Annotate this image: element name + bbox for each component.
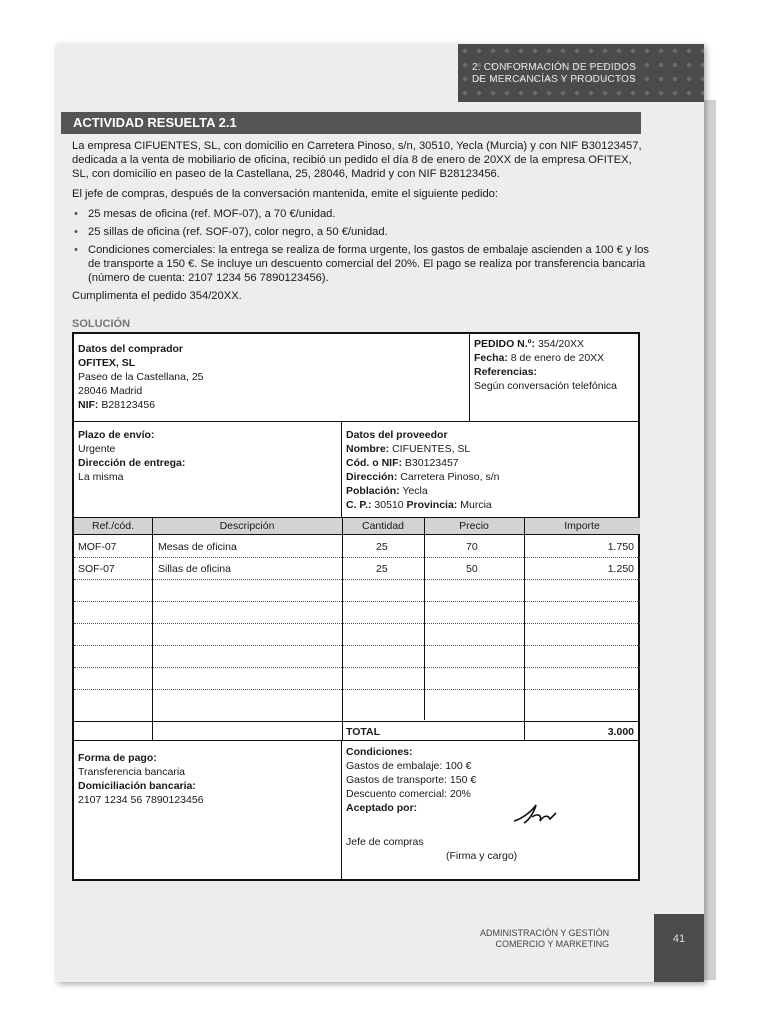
- table-row: [74, 601, 640, 624]
- statement-paragraph: El jefe de compras, después de la conversación mantenida, emite el siguiente pedido:: [72, 188, 499, 200]
- activity-statement: [72, 139, 650, 309]
- signer-role: Jefe de compras: [346, 836, 424, 848]
- table-row: [74, 623, 640, 646]
- table-row: [74, 645, 640, 668]
- payment-section: [74, 741, 342, 881]
- statement-closing: Cumplimenta el pedido 354/20XX.: [72, 290, 242, 302]
- supplier-address: Carretera Pinoso, s/n: [400, 471, 500, 483]
- chapter-header: [458, 44, 704, 102]
- payment-method-label: Forma de pago:: [78, 752, 157, 764]
- order-lines-table: [74, 518, 640, 741]
- page-number: 41: [654, 914, 704, 982]
- payment-method: Transferencia bancaria: [78, 766, 185, 778]
- buyer-address: Paseo de la Castellana, 25: [78, 371, 204, 383]
- supplier-town: Yecla: [402, 485, 428, 497]
- total-row: [74, 721, 640, 742]
- supplier-province: Murcia: [460, 499, 492, 511]
- header-qty: Cantidad: [361, 520, 405, 532]
- delivery-address-label: Dirección de entrega:: [78, 457, 186, 469]
- total-label: TOTAL: [346, 726, 381, 738]
- order-form: [72, 332, 640, 881]
- solution-label: SOLUCIÓN: [72, 318, 131, 330]
- total-amount: 3.000: [607, 726, 634, 738]
- list-item: • Condiciones comerciales: la entrega se realiza de forma urgente, los gastos de embalaje ascienden a 100 € y los de transporte a 150 €. Se incluye un descuento comercial del 20%. El pago se realiza por transferencia bancaria (número de cuenta: 2107 1234 56 7890123456).: [72, 243, 650, 285]
- table-row: [74, 689, 640, 721]
- order-refs-label: Referencias:: [474, 366, 538, 378]
- conditions-section: [342, 741, 640, 881]
- conditions-heading: Condiciones:: [346, 746, 413, 758]
- supplier-name: CIFUENTES, SL: [392, 443, 471, 455]
- order-number: 354/20XX: [537, 338, 585, 350]
- supplier-section: Datos del proveedor Nombre: CIFUENTES, SL Cód. o NIF: B30123457 Dirección: Carretera Pinoso, s/n Población: Yecla C. P.: 30510 Provincia: Murcia: [342, 422, 640, 518]
- table-row: [74, 579, 640, 602]
- order-date: 8 de enero de 20XX: [510, 352, 605, 364]
- activity-title: ACTIVIDAD RESUELTA 2.1: [61, 112, 641, 134]
- order-refs: Según conversación telefónica: [474, 380, 618, 392]
- shipping-term-label: Plazo de envío:: [78, 429, 155, 441]
- header-amount: Importe: [564, 520, 600, 532]
- header-ref: Ref./cód.: [91, 520, 135, 532]
- buyer-section: [74, 334, 470, 422]
- table-row: [74, 667, 640, 690]
- header-desc: Descripción: [219, 520, 275, 532]
- supplier-heading: Datos del proveedor: [346, 429, 448, 441]
- order-bullets: [72, 207, 650, 285]
- packing-cost: Gastos de embalaje: 100 €: [346, 760, 472, 772]
- order-info: [470, 334, 640, 422]
- shipping-section: [74, 422, 342, 518]
- commercial-discount: Descuento comercial: 20%: [346, 788, 471, 800]
- buyer-name: OFITEX, SL: [78, 357, 136, 369]
- signature-icon: [512, 801, 558, 825]
- footer-book-title: ADMINISTRACIÓN Y GESTIÓN COMERCIO Y MARKETING: [480, 928, 610, 949]
- statement-paragraph: La empresa CIFUENTES, SL, con domicilio en Carretera Pinoso, s/n, 30510, Yecla (Murcia) y con NIF B30123457, dedicada a la venta de mobiliario de oficina, recibió un pedido el día 8 de enero de 20XX de la empresa OFITEX, SL, con domicilio en paseo de la Castellana, 25, 28046, Madrid y con NIF B28123456.: [72, 140, 642, 180]
- table-row: SOF-07 Sillas de oficina 25 50 1.250: [74, 557, 640, 580]
- supplier-cp: 30510: [374, 499, 404, 511]
- supplier-nif: B30123457: [404, 457, 459, 469]
- bank-label: Domiciliación bancaria:: [78, 780, 196, 792]
- sign-note: (Firma y cargo): [446, 850, 518, 862]
- order-date-label: Fecha:: [474, 352, 508, 364]
- table-row: MOF-07 Mesas de oficina 25 70 1.750: [74, 535, 640, 558]
- buyer-nif: NIF: B28123456: [78, 399, 156, 411]
- delivery-address: La misma: [78, 471, 124, 483]
- list-item: • 25 sillas de oficina (ref. SOF-07), color negro, a 50 €/unidad.: [72, 225, 650, 239]
- header-price: Precio: [459, 520, 489, 532]
- chapter-title: 2. CONFORMACIÓN DE PEDIDOS DE MERCANCÍAS Y PRODUCTOS: [472, 62, 637, 85]
- book-page: [56, 44, 704, 982]
- accepted-by-label: Aceptado por:: [346, 802, 418, 814]
- shipping-term: Urgente: [78, 443, 116, 455]
- bank-account: 2107 1234 56 7890123456: [78, 794, 204, 806]
- transport-cost: Gastos de transporte: 150 €: [346, 774, 477, 786]
- buyer-city: 28046 Madrid: [78, 385, 143, 397]
- order-number-label: PEDIDO N.º:: [474, 338, 536, 350]
- buyer-heading: Datos del comprador: [78, 343, 184, 355]
- list-item: • 25 mesas de oficina (ref. MOF-07), a 70 €/unidad.: [72, 207, 650, 221]
